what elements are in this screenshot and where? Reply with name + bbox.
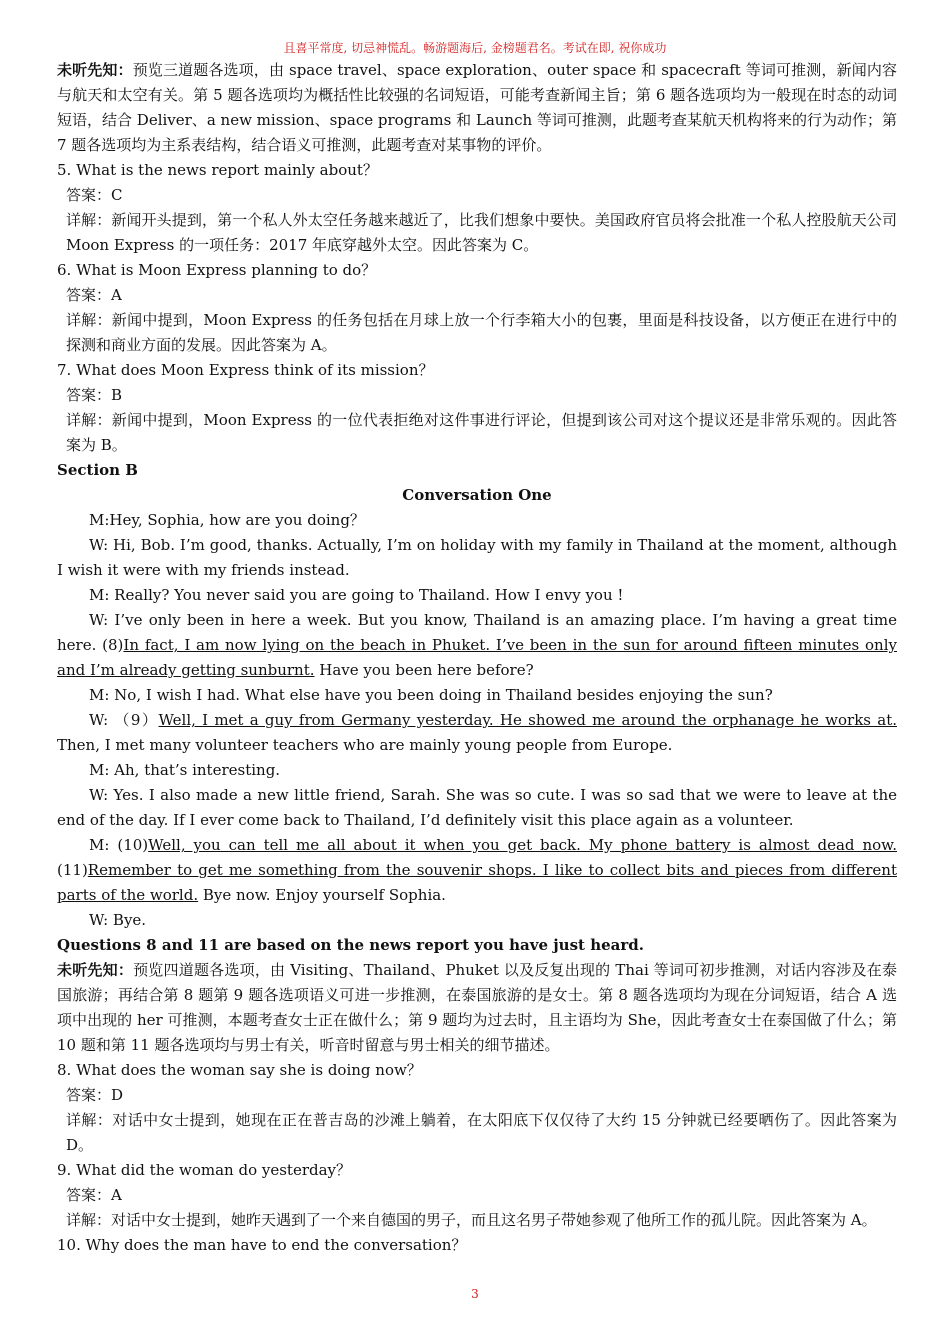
document-body xyxy=(57,58,897,1258)
underlined-key-sentence: Well, I met a guy from Germany yesterday. He showed me around the orphanage he works at. xyxy=(158,711,897,729)
preview-paragraph-1 xyxy=(57,58,897,158)
answer-6: 答案：A xyxy=(66,286,122,304)
dialogue-line xyxy=(57,833,897,908)
answer-5: 答案：C xyxy=(66,186,123,204)
underlined-key-sentence: Well, you can tell me all about it when you get back. My phone battery is almost dead now. xyxy=(148,836,897,854)
dialogue-text: Then, I met many volunteer teachers who are mainly young people from Europe. xyxy=(57,736,673,754)
question-9: 9. What did the woman do yesterday？ xyxy=(57,1161,352,1179)
conversation-title: Conversation One xyxy=(402,486,552,504)
answer-8: 答案：D xyxy=(66,1086,124,1104)
preview-paragraph-2 xyxy=(57,958,897,1058)
explanation-5: 详解：新闻开头提到，第一个私人外太空任务越来越近了，比我们想象中要快。美国政府官员将会批准一个私人控股航天公司 Moon Express 的一项任务：2017 年底穿越外太空。因此答案为 C。 xyxy=(66,211,897,254)
question-5: 5. What is the news report mainly about？ xyxy=(57,161,378,179)
explanation-8: 详解：对话中女士提到，她现在正在普吉岛的沙滩上躺着，在太阳底下仅仅待了大约 15 分钟就已经要晒伤了。因此答案为 D。 xyxy=(66,1111,897,1154)
dialogue-text: W: I’ve only been in here a week. But you know, Thailand is an amazing place. I’m having a great time here. (8) xyxy=(57,611,897,654)
preview-label: 未听先知： xyxy=(57,61,133,79)
preview-text: 预览四道题各选项，由 Visiting、Thailand、Phuket 以及反复出现的 Thai 等词可初步推测，对话内容涉及在泰国旅游；再结合第 8 题第 9 题各选项语义可进一步推测，在泰国旅游的是女士。第 8 题各选项均为现在分词短语，结合 A 选项中出现的 her 可推测，本题考查女士正在做什么；第 9 题均为过去时，且主语均为 She，因此考查女士在泰国做了什么；第 10 题和第 11 题各选项均与男士有关，听音时留意与男士相关的细节描述。 xyxy=(57,961,897,1054)
dialogue-text: W: （9） xyxy=(89,711,159,729)
page-header: 且喜平常度, 切忌神慌乱。畅游题海后, 金榜题君名。考试在即, 祝你成功 xyxy=(283,41,667,55)
preview-label: 未听先知： xyxy=(57,961,134,979)
section-heading: Section B xyxy=(57,461,138,479)
underlined-key-sentence: Remember to get me something from the souvenir shops. I like to collect bits and pieces from different parts of the world. xyxy=(57,861,897,904)
answer-9: 答案：A xyxy=(66,1186,122,1204)
dialogue-line: W: Yes. I also made a new little friend, Sarah. She was so cute. I was so sad that we were to leave at the end of the day. If I ever come back to Thailand, I’d definitely visit this place again as a volunteer. xyxy=(57,786,897,829)
question-7: 7. What does Moon Express think of its mission？ xyxy=(57,361,434,379)
underlined-key-sentence: In fact, I am now lying on the beach in Phuket. I’ve been in the sun for around fifteen minutes only and I’m already getting sunburnt. xyxy=(57,636,897,679)
dialogue-line xyxy=(57,608,897,683)
dialogue-text: Have you been here before? xyxy=(314,661,534,679)
question-10: 10. Why does the man have to end the conversation？ xyxy=(57,1236,467,1254)
dialogue-line: M: Really? You never said you are going to Thailand. How I envy you ! xyxy=(89,586,624,604)
dialogue-line: M:Hey, Sophia, how are you doing？ xyxy=(89,511,365,529)
dialogue-text: M: (10) xyxy=(89,836,149,854)
explanation-9: 详解：对话中女士提到，她昨天遇到了一个来自德国的男子，而且这名男子带她参观了他所工作的孤儿院。因此答案为 A。 xyxy=(66,1211,877,1229)
explanation-6: 详解：新闻中提到，Moon Express 的任务包括在月球上放一个行李箱大小的包裹，里面是科技设备，以方便正在进行中的探测和商业方面的发展。因此答案为 A。 xyxy=(66,311,897,354)
answer-7: 答案：B xyxy=(66,386,123,404)
page-number: 3 xyxy=(471,1287,479,1301)
preview-text: 预览三道题各选项，由 space travel、space exploration、outer space 和 spacecraft 等词可推测，新闻内容与航天和太空有关。第 5 题各选项均为概括性比较强的名词短语，可能考查新闻主旨；第 6 题各选项均为一般现在时态的动词短语，结合 Deliver、a new mission、space programs 和 Launch 等词可推测，此题考查某航天机构将来的行为动作；第 7 题各选项均为主系表结构，结合语义可推测，此题考查对某事物的评价。 xyxy=(57,61,897,154)
dialogue-line: W: Bye. xyxy=(89,911,147,929)
dialogue-line: M: No, I wish I had. What else have you been doing in Thailand besides enjoying the sun? xyxy=(89,686,773,704)
question-8: 8. What does the woman say she is doing now？ xyxy=(57,1061,422,1079)
dialogue-line: M: Ah, that’s interesting. xyxy=(89,761,281,779)
dialogue-line xyxy=(57,708,897,758)
explanation-7: 详解：新闻中提到，Moon Express 的一位代表拒绝对这件事进行评论，但提到该公司对这个提议还是非常乐观的。因此答案为 B。 xyxy=(66,411,897,454)
dialogue-text: (11) xyxy=(57,861,88,879)
dialogue-text: Bye now. Enjoy yourself Sophia. xyxy=(198,886,446,904)
questions-heading: Questions 8 and 11 are based on the news report you have just heard. xyxy=(57,936,644,954)
dialogue-line: W: Hi, Bob. I’m good, thanks. Actually, I’m on holiday with my family in Thailand at the moment, although I wish it were with my friends instead. xyxy=(57,536,897,579)
question-6: 6. What is Moon Express planning to do？ xyxy=(57,261,377,279)
